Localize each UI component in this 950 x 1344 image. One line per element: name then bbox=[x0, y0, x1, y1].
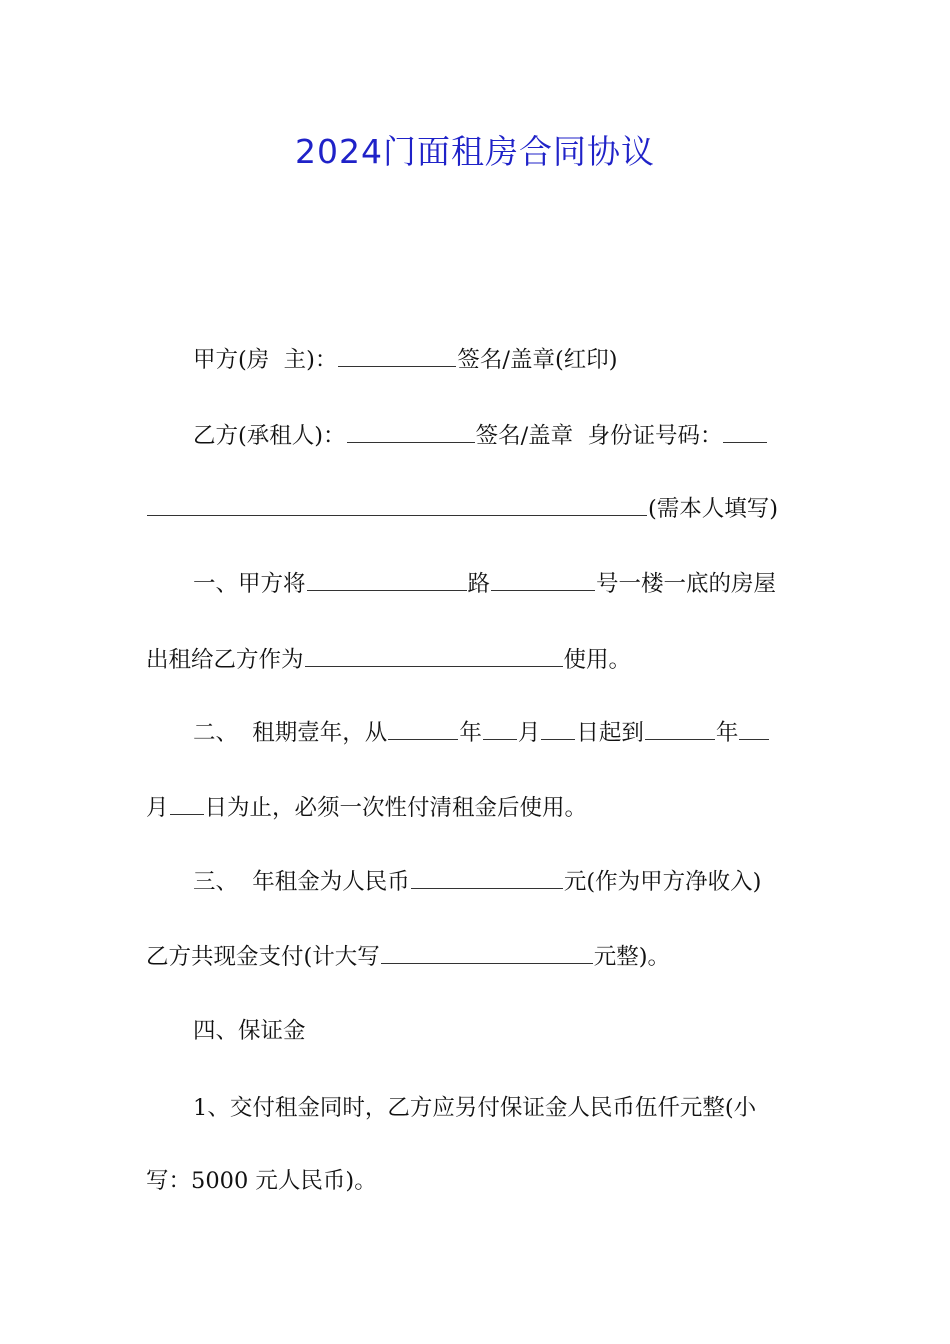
road-label: 路 bbox=[467, 571, 491, 597]
end-year-blank[interactable] bbox=[645, 717, 715, 740]
start-month-label: 月 bbox=[517, 720, 541, 746]
clause-3-text-mid: 元(作为甲方净收入) bbox=[563, 869, 762, 895]
party-b-signature-blank[interactable] bbox=[347, 420, 475, 443]
clause-1-purpose-label: 出租给乙方作为 bbox=[146, 647, 304, 673]
clause-1-purpose-end: 使用。 bbox=[563, 647, 632, 673]
clause-2-line-1 bbox=[193, 717, 808, 749]
annual-rent-blank[interactable] bbox=[411, 866, 563, 889]
clause-1-line-2 bbox=[146, 644, 808, 676]
party-b-id-note: (需本人填写) bbox=[648, 496, 779, 522]
end-year-label: 年 bbox=[715, 720, 739, 746]
clause-4-item-1-line-1: 1、交付租金同时，乙方应另付保证金人民币伍仟元整(小 bbox=[193, 1095, 757, 1121]
party-a-signature-blank[interactable] bbox=[338, 344, 456, 367]
clause-2-line-2 bbox=[146, 792, 808, 824]
party-b-id-blank[interactable] bbox=[147, 493, 647, 516]
clause-3-text-end: 元整)。 bbox=[593, 944, 671, 970]
start-month-blank[interactable] bbox=[483, 717, 517, 740]
clause-4-item-1-line-2: 写：5000 元人民币)。 bbox=[146, 1168, 377, 1194]
end-day-blank[interactable] bbox=[170, 792, 204, 815]
document-title: 2024门面租房合同协议 bbox=[295, 132, 655, 171]
end-month-label: 月 bbox=[146, 795, 169, 821]
clause-4-heading: 四、保证金 bbox=[193, 1018, 306, 1044]
clause-3-line-1 bbox=[193, 866, 808, 898]
party-b-sign-note: 签名/盖章 bbox=[475, 423, 574, 449]
clause-3-cash-label: 乙方共现金支付(计大写 bbox=[146, 944, 380, 970]
clause-2-text: 二、 租期壹年，从 bbox=[193, 720, 388, 746]
start-day-blank[interactable] bbox=[541, 717, 575, 740]
clause-1-line-1 bbox=[193, 568, 808, 600]
party-b-id-line bbox=[146, 493, 808, 525]
party-b-line bbox=[193, 420, 808, 452]
amount-in-words-blank[interactable] bbox=[381, 941, 593, 964]
clause-1-text-end: 号一楼一底的房屋 bbox=[596, 571, 777, 597]
party-a-line bbox=[193, 344, 808, 376]
party-a-sign-note: 签名/盖章(红印) bbox=[457, 347, 618, 373]
end-month-blank-start[interactable] bbox=[739, 717, 769, 740]
start-day-label: 日起到 bbox=[576, 720, 644, 746]
party-b-id-label: 身份证号码： bbox=[587, 423, 723, 449]
start-year-blank[interactable] bbox=[388, 717, 458, 740]
party-b-id-blank-start[interactable] bbox=[723, 420, 767, 443]
road-blank[interactable] bbox=[307, 568, 467, 591]
clause-1-text: 一、甲方将 bbox=[193, 571, 306, 597]
number-blank[interactable] bbox=[491, 568, 595, 591]
start-year-label: 年 bbox=[459, 720, 482, 746]
party-b-label: 乙方(承租人)： bbox=[193, 423, 346, 449]
party-a-label: 甲方(房 主)： bbox=[193, 347, 338, 373]
purpose-blank[interactable] bbox=[305, 644, 563, 667]
clause-3-line-2 bbox=[146, 941, 808, 973]
clause-3-text: 三、 年租金为人民币 bbox=[193, 869, 410, 895]
clause-2-text-end: 日为止，必须一次性付清租金后使用。 bbox=[204, 795, 588, 821]
